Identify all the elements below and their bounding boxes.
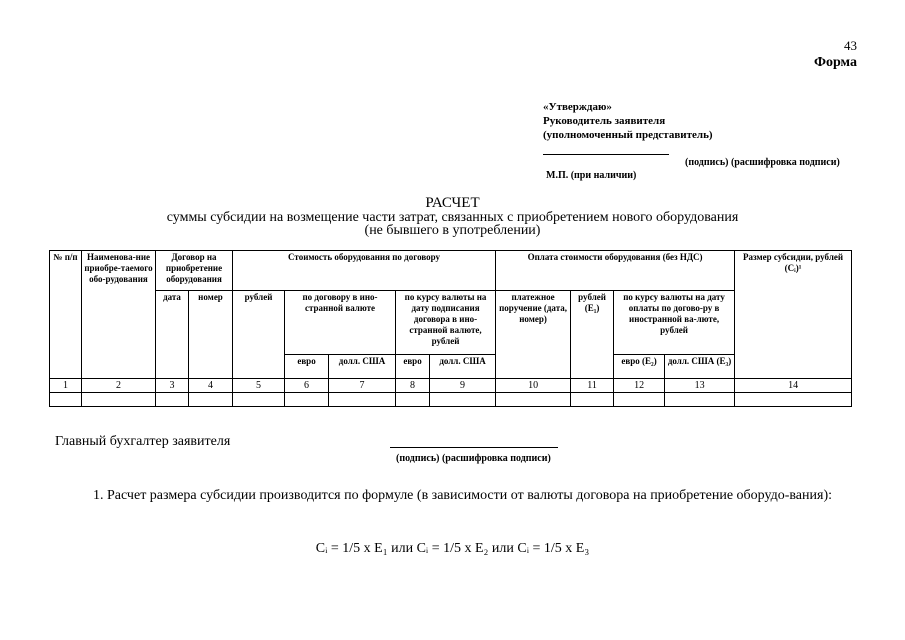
column-number: 9 [430,379,496,393]
column-number: 4 [189,379,233,393]
column-number: 12 [614,379,665,393]
column-number: 7 [329,379,396,393]
approval-line-1: «Утверждаю» [543,101,612,113]
column-number: 8 [396,379,430,393]
header-subsidy: Размер субсидии, рублей (Сᵢ)¹ [735,251,852,379]
header-payment-rate: по курсу валюты на дату оплаты по догово-ру в иностранной ва-люте, рублей [614,291,735,355]
chief-accountant-label: Главный бухгалтер заявителя [55,434,231,449]
stamp-label: М.П. (при наличии) [546,170,637,181]
header-contract-date: дата [156,291,189,379]
header-payment-rub: рублей (Е₁) [571,291,614,379]
column-number: 10 [496,379,571,393]
header-euro-rate: евро [396,355,430,379]
header-usd-rate: долл. США [430,355,496,379]
header-contract-number: номер [189,291,233,379]
column-number: 13 [665,379,735,393]
column-number: 2 [82,379,156,393]
chief-signature-caption: (подпись) (расшифровка подписи) [396,453,551,464]
subsidy-calculation-table [49,250,852,407]
header-equipment-name: Наименова-ние приобре-таемого обо-рудования [82,251,156,379]
header-number: № п/п [50,251,82,379]
header-usd: долл. США [329,355,396,379]
column-number: 6 [285,379,329,393]
column-number: 14 [735,379,852,393]
signature-caption: (подпись) (расшифровка подписи) [685,157,840,168]
document-title: РАСЧЕТ [425,195,480,211]
header-usd-e3: долл. США (Е₃) [665,355,735,379]
form-label: Форма [813,55,857,70]
column-number: 11 [571,379,614,393]
header-euro: евро [285,355,329,379]
approval-block [543,100,713,142]
header-cost: Стоимость оборудования по договору [233,251,496,291]
signature-line [543,154,669,155]
header-payment-order: платежное поручение (дата, номер) [496,291,571,379]
table-row [50,393,852,407]
header-cost-rate: по курсу валюты на дату подписания договора в ино-странной валюте, рублей [396,291,496,355]
header-cost-rub: рублей [233,291,285,379]
page-number: 43 [844,38,857,53]
column-number: 3 [156,379,189,393]
document-subtitle-2: (не бывшего в употреблении) [364,223,541,238]
header-cost-foreign: по договору в ино-странной валюте [285,291,396,355]
approval-line-2: Руководитель заявителя [543,115,666,127]
document-subtitle-1: суммы субсидии на возмещение части затрат, связанных с приобретением нового оборудования [166,210,739,225]
header-contract: Договор на приобретение оборудования [156,251,233,291]
calculation-paragraph: 1. Расчет размера субсидии производится по формуле (в зависимости от валюты договора на приобретение оборудо-вания): [93,488,832,503]
approval-line-3: (уполномоченный представитель) [543,129,713,141]
chief-signature-line [390,447,558,448]
column-number: 5 [233,379,285,393]
header-payment: Оплата стоимости оборудования (без НДС) [496,251,735,291]
column-number: 1 [50,379,82,393]
subsidy-formula: Сᵢ = 1/5 х Е₁ или Сᵢ = 1/5 х Е₂ или Сᵢ = 1/5 х Е₃ [315,541,590,556]
header-euro-e2: евро (Е₂) [614,355,665,379]
